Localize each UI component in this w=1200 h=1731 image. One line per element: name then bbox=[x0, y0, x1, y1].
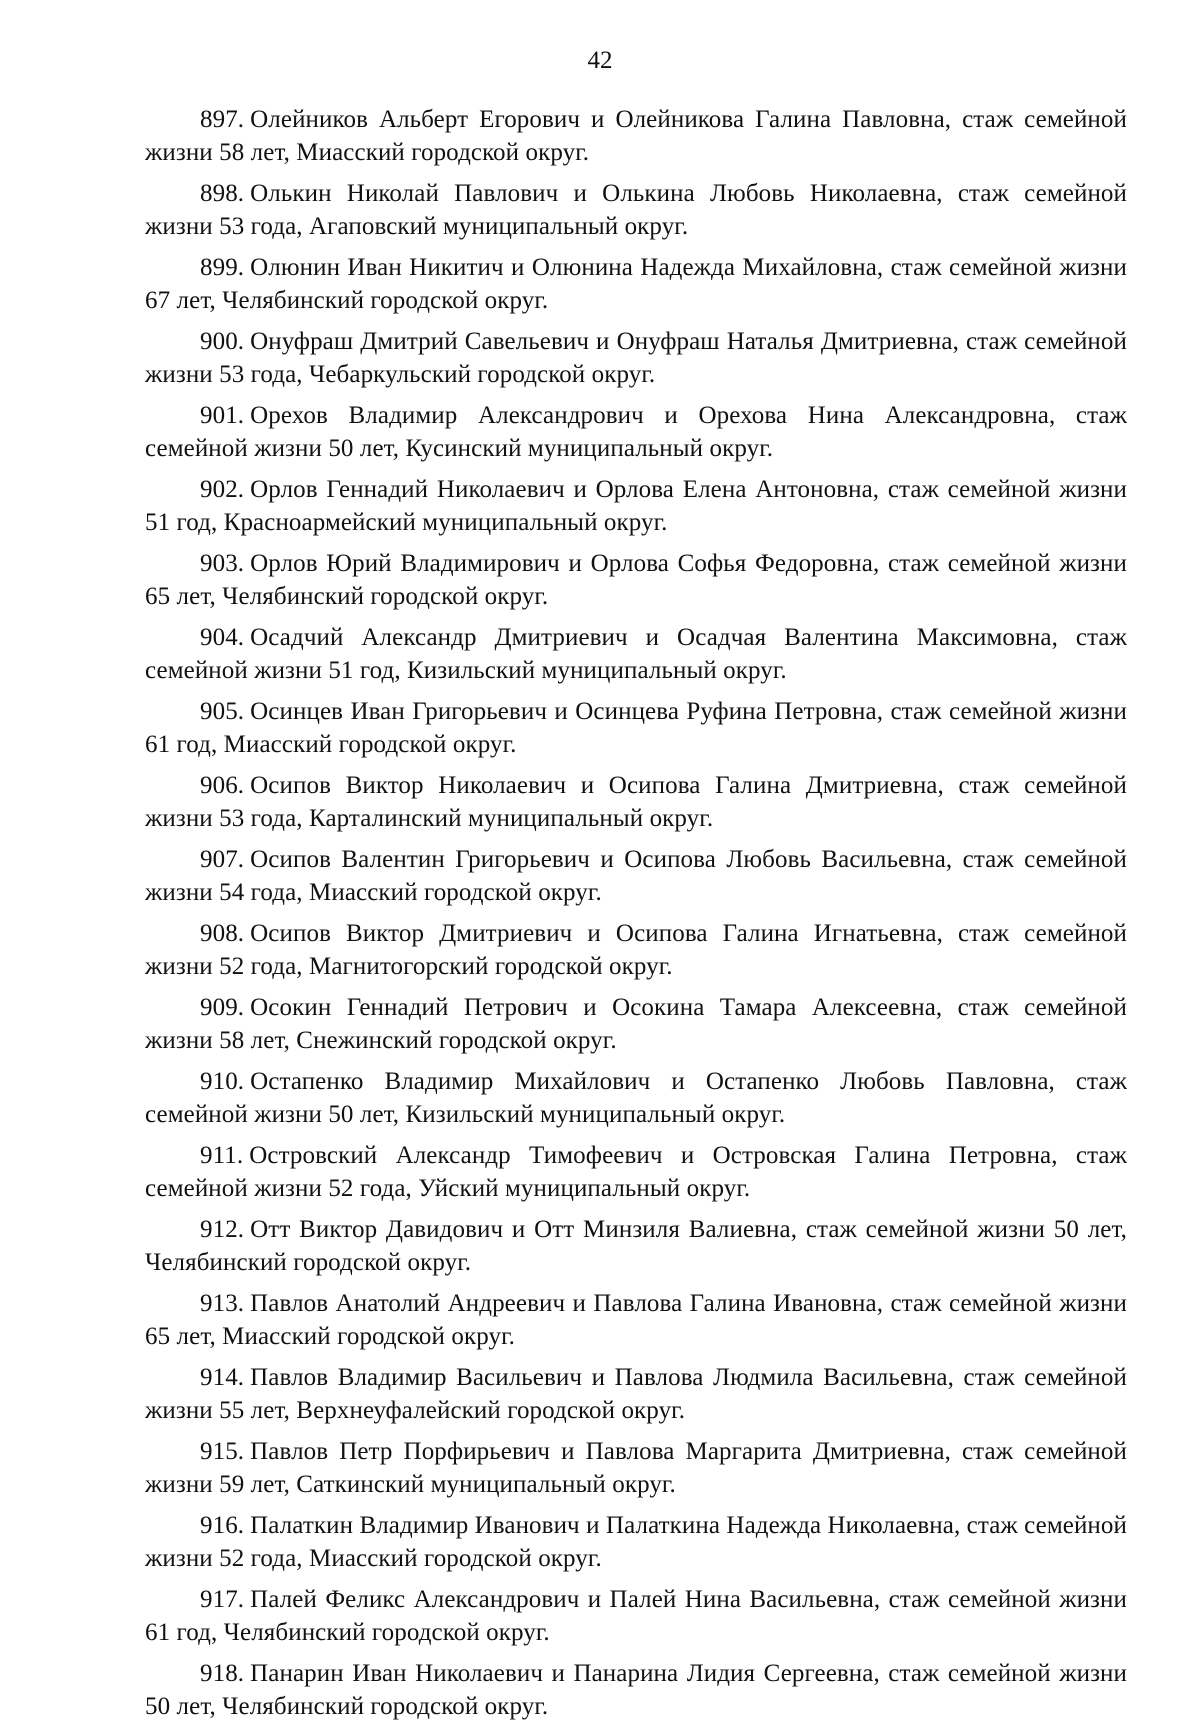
list-item bbox=[145, 769, 1127, 835]
entry-text: Островский Александр Тимофеевич и Островская Галина Петровна, стаж семейной жизни 52 года, Уйский муниципальный округ. bbox=[145, 1142, 1127, 1202]
entry-text: Павлов Анатолий Андреевич и Павлова Галина Ивановна, стаж семейной жизни 65 лет, Миасский городской округ. bbox=[145, 1290, 1127, 1350]
entry-number: 914. bbox=[200, 1364, 245, 1391]
entry-text: Палей Феликс Александрович и Палей Нина Васильевна, стаж семейной жизни 61 год, Челябинский городской округ. bbox=[145, 1586, 1127, 1646]
entry-number: 910. bbox=[200, 1068, 245, 1095]
entry-number: 906. bbox=[200, 772, 245, 799]
list-item bbox=[145, 177, 1127, 243]
entry-text: Олюнин Иван Никитич и Олюнина Надежда Михайловна, стаж семейной жизни 67 лет, Челябинский городской округ. bbox=[145, 254, 1127, 314]
entry-number: 899. bbox=[200, 254, 245, 281]
entry-number: 905. bbox=[200, 698, 245, 725]
list-item bbox=[145, 1361, 1127, 1427]
entry-number: 903. bbox=[200, 550, 245, 577]
entry-number: 913. bbox=[200, 1290, 245, 1317]
entry-text: Осипов Виктор Дмитриевич и Осипова Галина Игнатьевна, стаж семейной жизни 52 года, Магнитогорский городской округ. bbox=[145, 920, 1127, 980]
entry-text: Осокин Геннадий Петрович и Осокина Тамара Алексеевна, стаж семейной жизни 58 лет, Снежинский городской округ. bbox=[145, 994, 1127, 1054]
entry-number: 908. bbox=[200, 920, 245, 947]
entry-text: Осадчий Александр Дмитриевич и Осадчая Валентина Максимовна, стаж семейной жизни 51 год, Кизильский муниципальный округ. bbox=[145, 624, 1127, 684]
entry-text: Павлов Петр Порфирьевич и Павлова Маргарита Дмитриевна, стаж семейной жизни 59 лет, Саткинский муниципальный округ. bbox=[145, 1438, 1127, 1498]
list-item bbox=[145, 1213, 1127, 1279]
entry-text: Осипов Виктор Николаевич и Осипова Галина Дмитриевна, стаж семейной жизни 53 года, Карталинский муниципальный округ. bbox=[145, 772, 1127, 832]
list-item bbox=[145, 399, 1127, 465]
entry-text: Осинцев Иван Григорьевич и Осинцева Руфина Петровна, стаж семейной жизни 61 год, Миасский городской округ. bbox=[145, 698, 1127, 758]
entry-list bbox=[145, 103, 1127, 1731]
entry-number: 904. bbox=[200, 624, 245, 651]
entry-text: Павлов Владимир Васильевич и Павлова Людмила Васильевна, стаж семейной жизни 55 лет, Верхнеуфалейский городской округ. bbox=[145, 1364, 1127, 1424]
list-item bbox=[145, 1657, 1127, 1723]
entry-number: 898. bbox=[200, 180, 245, 207]
entry-text: Орлов Геннадий Николаевич и Орлова Елена Антоновна, стаж семейной жизни 51 год, Красноармейский муниципальный округ. bbox=[145, 476, 1127, 536]
entry-number: 918. bbox=[200, 1660, 245, 1687]
list-item bbox=[145, 1287, 1127, 1353]
list-item bbox=[145, 547, 1127, 613]
list-item bbox=[145, 325, 1127, 391]
entry-number: 916. bbox=[200, 1512, 245, 1539]
list-item bbox=[145, 1139, 1127, 1205]
list-item bbox=[145, 991, 1127, 1057]
page-number: 42 bbox=[587, 47, 613, 74]
entry-number: 900. bbox=[200, 328, 245, 355]
entry-text: Отт Виктор Давидович и Отт Минзиля Валиевна, стаж семейной жизни 50 лет, Челябинский городской округ. bbox=[145, 1216, 1127, 1276]
list-item bbox=[145, 1509, 1127, 1575]
list-item bbox=[145, 843, 1127, 909]
list-item bbox=[145, 695, 1127, 761]
entry-text: Орехов Владимир Александрович и Орехова Нина Александровна, стаж семейной жизни 50 лет, Кусинский муниципальный округ. bbox=[145, 402, 1127, 462]
entry-text: Орлов Юрий Владимирович и Орлова Софья Федоровна, стаж семейной жизни 65 лет, Челябинский городской округ. bbox=[145, 550, 1127, 610]
list-item bbox=[145, 1065, 1127, 1131]
list-item bbox=[145, 917, 1127, 983]
list-item bbox=[145, 251, 1127, 317]
entry-number: 915. bbox=[200, 1438, 245, 1465]
entry-number: 912. bbox=[200, 1216, 245, 1243]
entry-number: 907. bbox=[200, 846, 245, 873]
entry-text: Олькин Николай Павлович и Олькина Любовь Николаевна, стаж семейной жизни 53 года, Агаповский муниципальный округ. bbox=[145, 180, 1127, 240]
entry-number: 917. bbox=[200, 1586, 245, 1613]
entry-text: Олейников Альберт Егорович и Олейникова Галина Павловна, стаж семейной жизни 58 лет, Миасский городской округ. bbox=[145, 106, 1127, 166]
entry-number: 909. bbox=[200, 994, 245, 1021]
entry-number: 911. bbox=[200, 1142, 244, 1169]
list-item bbox=[145, 473, 1127, 539]
list-item bbox=[145, 103, 1127, 169]
entry-number: 901. bbox=[200, 402, 245, 429]
entry-text: Остапенко Владимир Михайлович и Остапенко Любовь Павловна, стаж семейной жизни 50 лет, Кизильский муниципальный округ. bbox=[145, 1068, 1127, 1128]
list-item bbox=[145, 1435, 1127, 1501]
entry-number: 897. bbox=[200, 106, 245, 133]
entry-number: 902. bbox=[200, 476, 245, 503]
entry-text: Онуфраш Дмитрий Савельевич и Онуфраш Наталья Дмитриевна, стаж семейной жизни 53 года, Чебаркульский городской округ. bbox=[145, 328, 1127, 388]
entry-text: Панарин Иван Николаевич и Панарина Лидия Сергеевна, стаж семейной жизни 50 лет, Челябинский городской округ. bbox=[145, 1660, 1127, 1720]
entry-text: Палаткин Владимир Иванович и Палаткина Надежда Николаевна, стаж семейной жизни 52 года, Миасский городской округ. bbox=[145, 1512, 1127, 1572]
list-item bbox=[145, 621, 1127, 687]
list-item bbox=[145, 1583, 1127, 1649]
entry-text: Осипов Валентин Григорьевич и Осипова Любовь Васильевна, стаж семейной жизни 54 года, Миасский городской округ. bbox=[145, 846, 1127, 906]
